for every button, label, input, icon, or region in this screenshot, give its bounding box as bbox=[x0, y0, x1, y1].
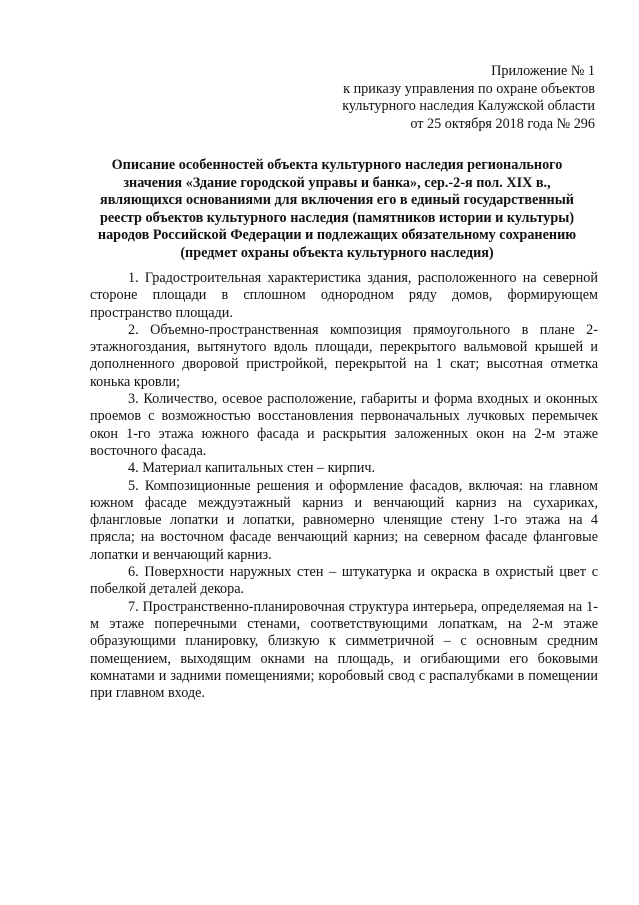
appendix-header bbox=[342, 63, 595, 133]
appendix-order-ref: к приказу управления по охране объектов bbox=[343, 80, 595, 97]
list-item: 2. Объемно-пространственная композиция прямоугольного в плане 2-этажногоздания, вытянутого вдоль площади, перекрытого вальмовой крышей и дополненного дворовой пристройкой, перекрытой на 1 скат; высотная отметка конька кровли; bbox=[90, 321, 598, 390]
title-line: (предмет охраны объекта культурного наследия) bbox=[180, 244, 494, 261]
list-item: 5. Композиционные решения и оформление фасадов, включая: на главном южном фасаде междуэтажный карниз и венчающий карниз на сухариках, флангловые лопатки и лопатки, равномерно членящие стену 1-го этажа на 4 прясла; на восточном фасаде венчающий карниз; на северном фасаде фланговые лопатки и венчающий карниз. bbox=[90, 477, 598, 563]
document-body bbox=[90, 270, 598, 702]
list-item: 3. Количество, осевое расположение, габариты и форма входных и оконных проемов с возможностью восстановления первоначальных лучковых перемычек окон 1-го этажа южного фасада и раскрытия заложенных окон на 2-м этаже восточного фасада. bbox=[90, 391, 598, 459]
title-line: народов Российской Федерации и подлежащих обязательному сохранению bbox=[97, 227, 577, 244]
title-line: реестр объектов культурного наследия (памятников истории и культуры) bbox=[99, 209, 575, 226]
list-item: 4. Материал капитальных стен – кирпич. bbox=[128, 460, 376, 477]
list-item: 7. Пространственно-планировочная структура интерьера, определяемая на 1-м этаже поперечными стенами, соответствующими лопаткам, на 2-м этаже образующими планировку, близкую к симметричной – с основным средним помещением, выходящим окнами на площадь, и огибающими его боковыми комнатами и задними помещениями; коробовый свод с распалубками в помещении при главном входе. bbox=[90, 598, 598, 702]
appendix-date: от 25 октября 2018 года № 296 bbox=[410, 115, 595, 132]
title-line: являющихся основаниями для включения его в единый государственный bbox=[100, 192, 574, 209]
list-item: 1. Градостроительная характеристика здания, расположенного на северной стороне площади в сплошном однородном ряду домов, формирующем пространство площади. bbox=[90, 270, 598, 321]
title-line: Описание особенностей объекта культурного наследия регионального bbox=[111, 157, 563, 173]
title-line: значения «Здание городской управы и банка», сер.-2-я пол. XIX в., bbox=[123, 174, 551, 191]
appendix-authority: культурного наследия Калужской области bbox=[342, 98, 595, 114]
list-item: 6. Поверхности наружных стен – штукатурка и окраска в охристый цвет с побелкой деталей декора. bbox=[90, 564, 598, 598]
document-title bbox=[72, 157, 602, 263]
appendix-number: Приложение № 1 bbox=[491, 63, 595, 79]
